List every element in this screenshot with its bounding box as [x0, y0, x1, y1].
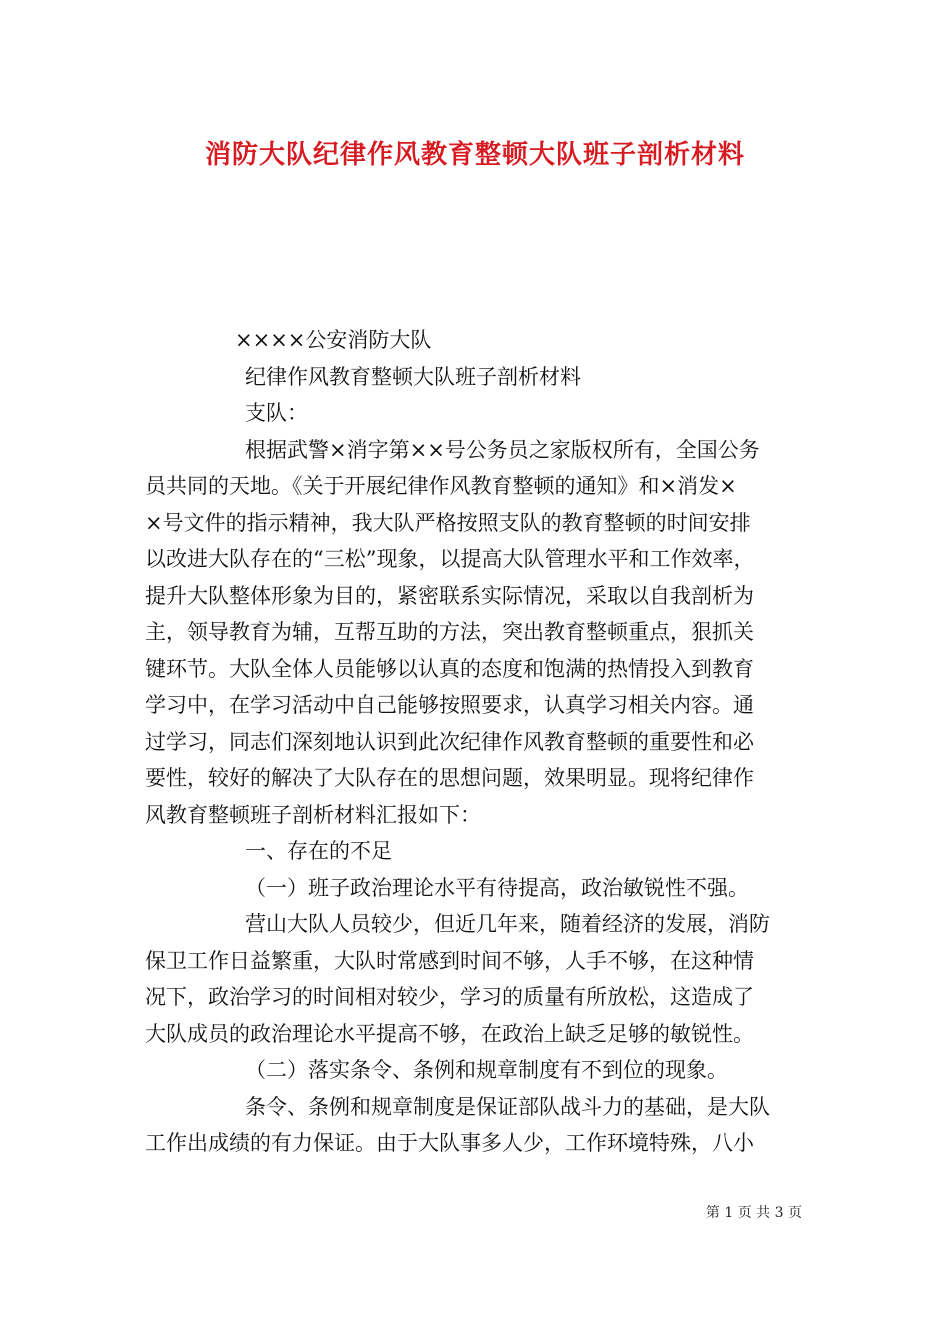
body-line: 员共同的天地。《关于开展纪律作风教育整顿的通知》和×消发×: [145, 474, 737, 498]
body-line: 况下，政治学习的时间相对较少，学习的质量有所放松，这造成了: [145, 985, 754, 1009]
body-line: 学习中，在学习活动中自己能够按照要求，认真学习相关内容。通: [145, 693, 754, 717]
body-line: 保卫工作日益繁重，大队时常感到时间不够，人手不够，在这种情: [145, 948, 754, 973]
body-line: 条令、条例和规章制度是保证部队战斗力的基础，是大队: [245, 1094, 770, 1119]
body-line: 根据武警×消字第××号公务员之家版权所有，全国公务: [245, 437, 760, 462]
body-line: 过学习，同志们深刻地认识到此次纪律作风教育整顿的重要性和必: [145, 729, 754, 754]
body-line: ×号文件的指示精神，我大队严格按照支队的教育整顿的时间安排: [145, 510, 751, 535]
body-line: （一）班子政治理论水平有待提高，政治敏锐性不强。: [245, 875, 749, 900]
body-line: 纪律作风教育整顿大队班子剖析材料: [245, 364, 581, 389]
document-body: [145, 322, 825, 1162]
body-line: 提升大队整体形象为目的，紧密联系实际情况，采取以自我剖析为: [145, 583, 754, 608]
body-line: 主，领导教育为辅，互帮互助的方法，突出教育整顿重点，狠抓关: [145, 620, 754, 644]
body-line: 风教育整顿班子剖析材料汇报如下：: [145, 802, 481, 827]
body-line: 支队：: [245, 401, 308, 425]
body-line: 以改进大队存在的“三松”现象，以提高大队管理水平和工作效率，: [145, 547, 755, 571]
document-title: 消防大队纪律作风教育整顿大队班子剖析材料: [204, 140, 745, 170]
body-line: 要性，较好的解决了大队存在的思想问题，效果明显。现将纪律作: [145, 766, 754, 790]
page-footer: 第 1 页 共 3 页: [705, 1205, 802, 1221]
body-line: 工作出成绩的有力保证。由于大队事多人少，工作环境特殊，八小: [145, 1131, 754, 1155]
body-line: 一、存在的不足: [245, 839, 392, 863]
body-line: 营山大队人员较少，但近几年来，随着经济的发展，消防: [245, 912, 770, 936]
body-line: 键环节。大队全体人员能够以认真的态度和饱满的热情投入到教育: [145, 656, 754, 681]
body-line: 大队成员的政治理论水平提高不够，在政治上缺乏足够的敏锐性。: [145, 1021, 754, 1046]
body-line: ××××公安消防大队: [235, 328, 432, 352]
body-line: （二）落实条令、条例和规章制度有不到位的现象。: [245, 1058, 728, 1082]
